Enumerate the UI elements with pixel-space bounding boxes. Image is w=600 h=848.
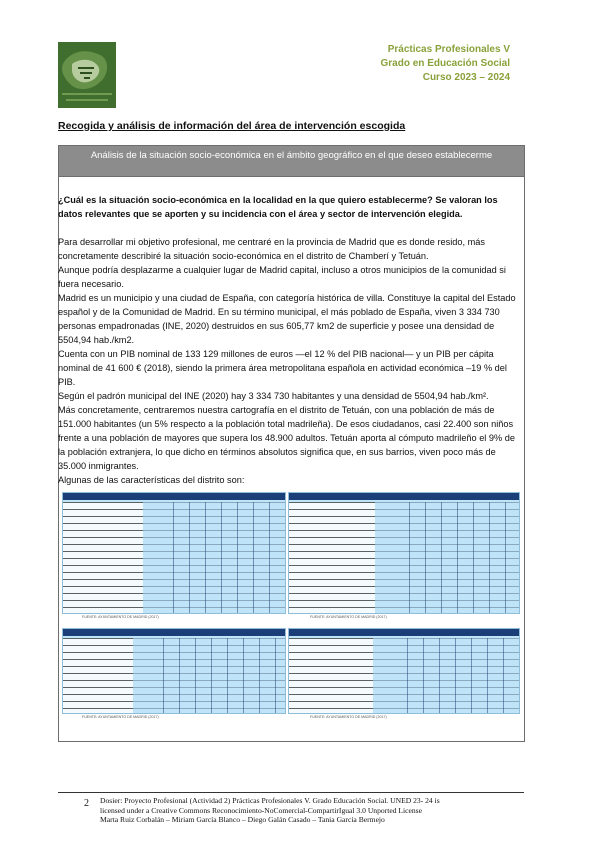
analysis-content	[58, 193, 516, 487]
table-3-source: FUENTE: AYUNTAMIENTO DE MADRID (2017)	[82, 715, 159, 719]
course-header	[381, 43, 510, 85]
paragraph-2: Aunque podría desplazarme a cualquier lugar de Madrid capital, incluso a otros municipios de la comunidad si fuera necesario.	[58, 265, 506, 289]
table-4-source: FUENTE: AYUNTAMIENTO DE MADRID (2017)	[310, 715, 387, 719]
course-logo	[58, 42, 116, 108]
header-line-2: Grado en Educación Social	[380, 58, 510, 69]
analysis-box-heading: Análisis de la situación socio-económica en el ámbito geográfico en el que deseo establecerme	[59, 146, 524, 177]
statistics-table-4	[288, 628, 520, 714]
paragraph-5: Según el padrón municipal del INE (2020) hay 3 334 730 habitantes y una densidad de 5504,94 hab./km².	[58, 391, 489, 401]
statistics-table-2	[288, 492, 520, 614]
statistics-table-3	[62, 628, 286, 714]
section-title: Recogida y análisis de información del área de intervención escogida	[58, 120, 406, 132]
footer-license	[100, 796, 525, 825]
header-line-3: Curso 2023 – 2024	[422, 72, 510, 83]
table-2-source: FUENTE: AYUNTAMIENTO DE MADRID (2017)	[310, 615, 387, 619]
paragraph-6: Más concretamente, centraremos nuestra cartografía en el distrito de Tetuán, con una población de más de 151.000 habitantes (un 5% respecto a la población total madrileña). De esos ciudadanos, casi 22.400 son niños frente a una población de mayores que supera los 48.900 adultos. Tetuán aporta al cómputo madrileño el 9% de la población extranjera, lo que dicho en términos absolutos significa que, en sus barrios, viven poco más de 35.000 inmigrantes.	[58, 405, 515, 471]
footer-line-3: Marta Ruiz Corbalán – Miriam García Blanco – Diego Galán Casado – Tania García Bermejo	[100, 815, 385, 824]
statistics-table-1	[62, 492, 286, 614]
district-statistics-tables	[62, 492, 518, 722]
footer-divider	[58, 792, 524, 793]
header-line-1: Prácticas Profesionales V	[387, 44, 510, 55]
table-1-source: FUENTE: AYUNTAMIENTO DE MADRID (2017)	[82, 615, 159, 619]
paragraph-7: Algunas de las características del distrito son:	[58, 475, 245, 485]
guiding-question: ¿Cuál es la situación socio-económica en la localidad en la que quiero establecerme? Se valoran los datos relevantes que se aporten y su incidencia con el área y sector de intervención elegida.	[58, 195, 498, 219]
paragraph-4: Cuenta con un PIB nominal de 133 129 millones de euros —el 12 % del PIB nacional— y un PIB per cápita nominal de 41 600 € (2018), siendo la primera área metropolitana española en actividad económica –19 % del PIB.	[58, 349, 507, 387]
paragraph-1: Para desarrollar mi objetivo profesional, me centraré en la provincia de Madrid que es donde resido, más concretamente describiré la situación socio-económica en el distrito de Chamberí y Tetuán.	[58, 237, 485, 261]
footer-line-1: Dosier: Proyecto Profesional (Actividad 2) Prácticas Profesionales V. Grado Educación Social. UNED 23- 24 is	[100, 796, 440, 805]
footer-line-2: licensed under a Creative Commons Reconocimiento-NoComercial-CompartirIgual 3.0 Unported License	[100, 805, 423, 815]
page-number: 2	[84, 798, 89, 809]
paragraph-3: Madrid es un municipio y una ciudad de España, con categoría histórica de villa. Constituye la capital del Estado español y de la Comunidad de Madrid. En su término municipal, el más poblado de España, viven 3 334 730 personas empadronadas (INE, 2020) destruidos en sus 605,77 km2 de superficie y posee una densidad de 5504,94 hab./km2.	[58, 293, 516, 345]
